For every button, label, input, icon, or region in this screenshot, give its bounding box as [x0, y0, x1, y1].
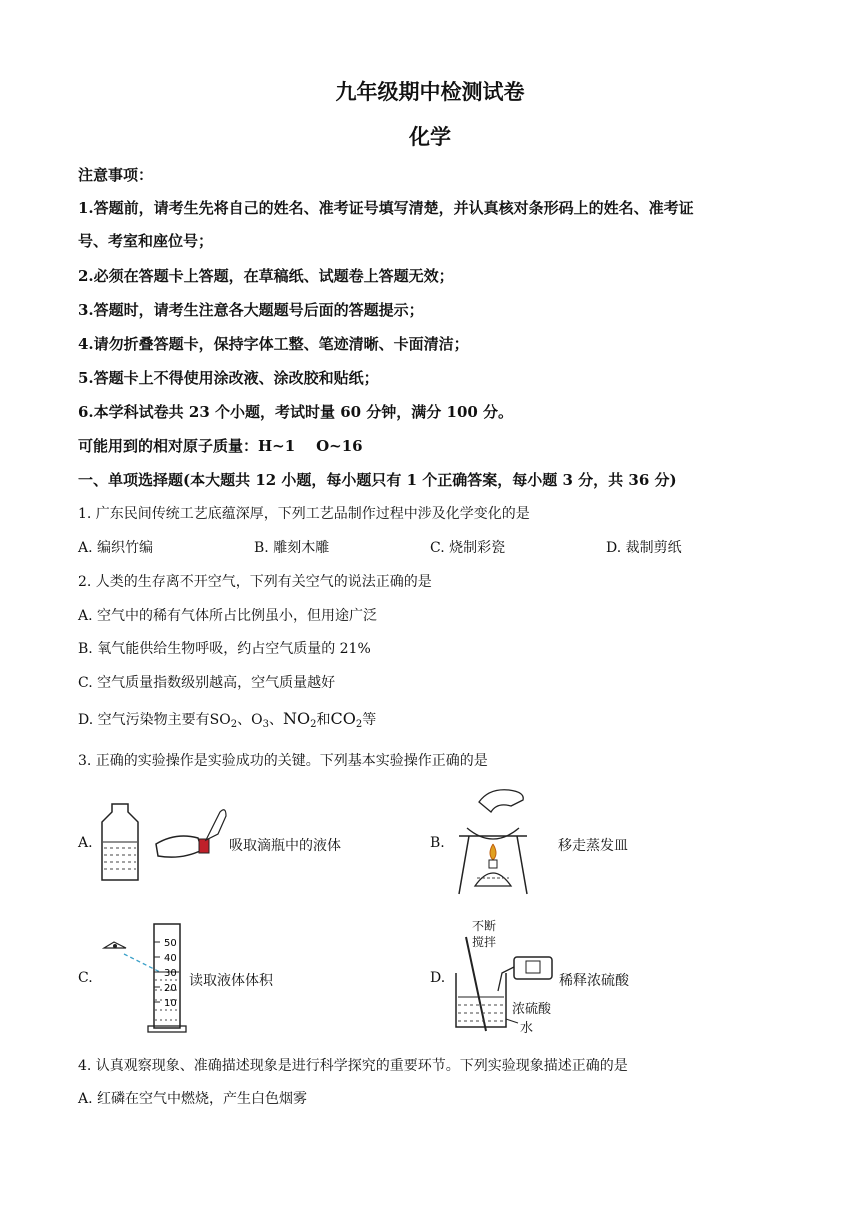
graduated-cylinder-figure — [98, 920, 188, 1036]
dilution-figure — [452, 935, 562, 1035]
tick-20: 20 — [164, 983, 177, 994]
q1-option-b: B. 雕刻木雕 — [254, 540, 330, 556]
q3-option-c-label: 读取液体体积 — [189, 973, 273, 989]
q2-option-d: D. 空气污染物主要有$SO_2$、$O_3$、$NO_2$和$CO_2$等 — [78, 709, 377, 730]
formula-o3: $O_3$ — [251, 712, 269, 730]
notice-item-4: 4.请勿折叠答题卡，保持字体工整、笔迹清晰、卡面清洁； — [78, 335, 469, 353]
dropper-bottle-figure — [96, 800, 236, 890]
q3-stem: 3. 正确的实验操作是实验成功的关键。下列基本实验操作正确的是 — [78, 753, 488, 769]
q2-option-b: B. 氧气能供给生物呼吸，约占空气质量的 21% — [78, 641, 371, 657]
formula-co2: $CO_2$ — [330, 709, 363, 730]
water-label: 水 — [520, 1021, 534, 1036]
q3-option-b-letter: B. — [430, 835, 445, 851]
q3-option-b-label: 移走蒸发皿 — [558, 838, 628, 854]
q2-stem: 2. 人类的生存离不开空气，下列有关空气的说法正确的是 — [78, 574, 432, 590]
q3-option-a-label: 吸取滴瓶中的液体 — [229, 838, 341, 854]
formula-so2: $SO_2$ — [209, 712, 238, 730]
tick-10: 10 — [164, 998, 177, 1009]
q1-stem: 1. 广东民间传统工艺底蕴深厚，下列工艺品制作过程中涉及化学变化的是 — [78, 506, 530, 522]
tick-30: 30 — [164, 968, 177, 979]
subject-title: 化学 — [409, 124, 451, 149]
q3-option-a-letter: A. — [78, 835, 93, 851]
q2-d-prefix: D. 空气污染物主要有 — [78, 712, 210, 728]
section-1-heading: 一、单项选择题(本大题共 12 小题，每小题只有 1 个正确答案，每小题 3 分，共 36 分) — [78, 471, 677, 489]
notice-item-6: 6.本学科试卷共 23 个小题，考试时量 60 分钟，满分 100 分。 — [78, 403, 514, 421]
notice-item-3: 3.答题时，请考生注意各大题题号后面的答题提示； — [78, 301, 424, 319]
evaporating-dish-figure — [455, 782, 535, 902]
q1-option-d: D. 裁制剪纸 — [606, 540, 682, 556]
notice-item-1a: 1.答题前，请考生先将自己的姓名、准考证号填写清楚，并认真核对条形码上的姓名、准考证 — [78, 199, 694, 217]
q1-option-a: A. 编织竹编 — [78, 540, 154, 556]
q1-option-c: C. 烧制彩瓷 — [430, 540, 506, 556]
formula-no2: $NO_2$ — [282, 709, 317, 730]
acid-label: 浓硫酸 — [512, 1002, 552, 1017]
notice-item-2: 2.必须在答题卡上答题，在草稿纸、试题卷上答题无效； — [78, 267, 454, 285]
stir-label: 不断 搅拌 — [472, 919, 497, 949]
q4-option-a: A. 红磷在空气中燃烧，产生白色烟雾 — [78, 1091, 308, 1107]
q4-stem: 4. 认真观察现象、准确描述现象是进行科学探究的重要环节。下列实验现象描述正确的是 — [78, 1058, 628, 1074]
q3-option-c-letter: C. — [78, 970, 93, 986]
q2-option-c: C. 空气质量指数级别越高，空气质量越好 — [78, 675, 336, 691]
notice-item-1b: 号、考室和座位号； — [78, 232, 214, 250]
tick-50: 50 — [164, 938, 177, 949]
q3-option-d-letter: D. — [430, 970, 446, 986]
q2-option-a: A. 空气中的稀有气体所占比例虽小，但用途广泛 — [78, 608, 378, 624]
notice-heading: 注意事项： — [78, 166, 154, 184]
q3-option-d-label: 稀释浓硫酸 — [559, 973, 629, 989]
exam-title: 九年级期中检测试卷 — [335, 79, 525, 104]
tick-40: 40 — [164, 953, 177, 964]
atomic-mass-line: 可能用到的相对原子质量：H~1 O~16 — [78, 437, 363, 455]
notice-item-5: 5.答题卡上不得使用涂改液、涂改胶和贴纸； — [78, 369, 379, 387]
